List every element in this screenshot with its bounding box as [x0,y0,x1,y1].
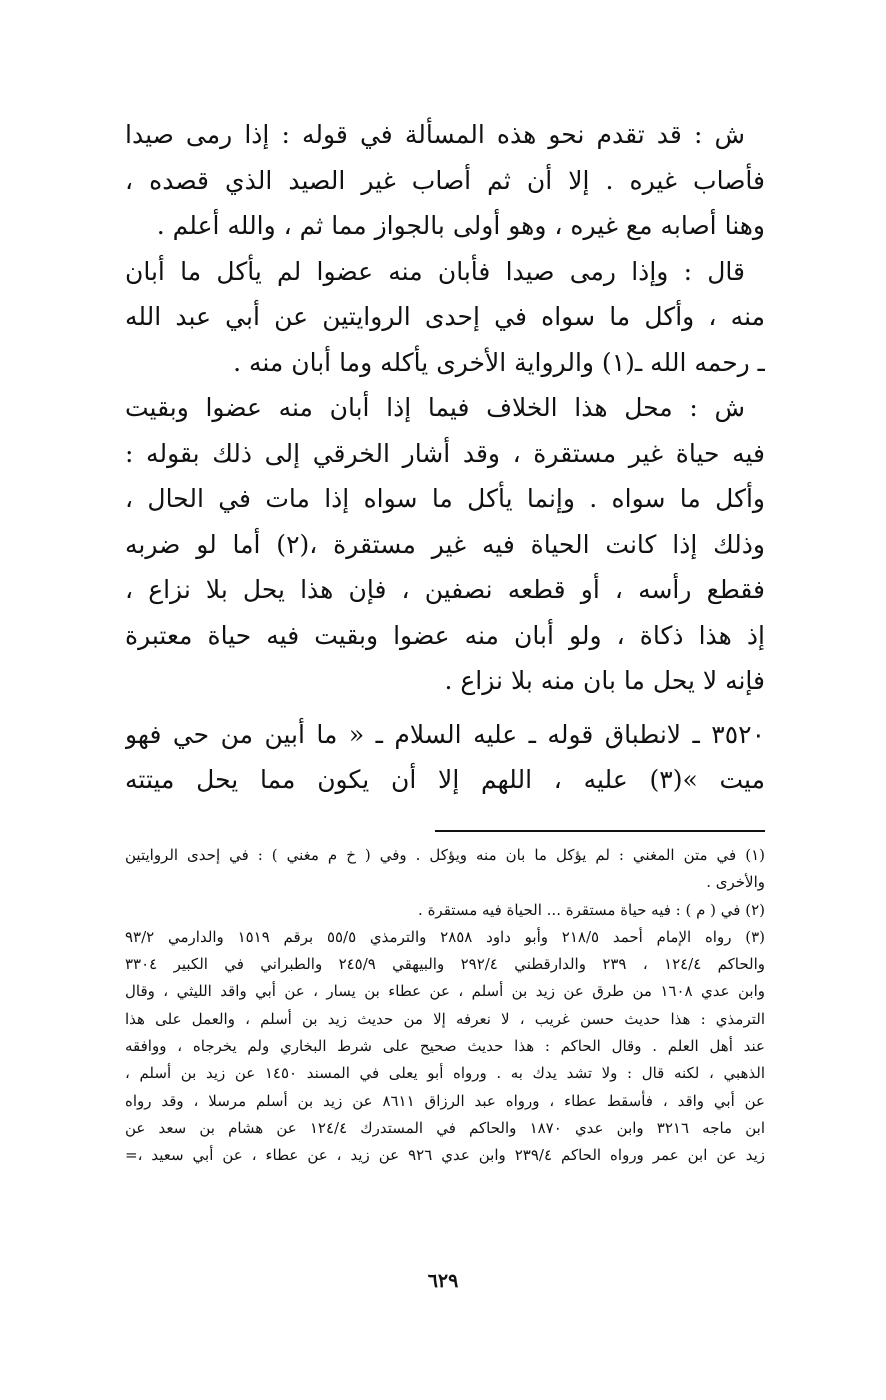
paragraph-1 [125,112,765,249]
text-line: ٣٥٢٠ ـ لانطباق قوله ـ عليه السلام ـ « ما أبين من حي فهو [125,719,765,749]
text-line: فقطع رأسه ، أو قطعه نصفين ، فإن هذا يحل بلا نزاع ، [125,575,765,604]
footnote-line: (١) في متن المغني : لم يؤكل ما بان منه ويؤكل . وفي ( خ م مغني ) : في إحدى الروايتين [125,846,765,864]
text-line: قال : وإذا رمى صيدا فأبان منه عضوا لم يأكل ما أبان [125,256,745,286]
paragraph-2 [125,249,765,386]
text-line: ش : محل هذا الخلاف فيما إذا أبان منه عضوا وبقيت [125,393,745,422]
text-line: وأكل ما سواه . وإنما يأكل ما سواه إذا مات في الحال ، [125,484,765,513]
text-line: ـ رحمه الله ـ(١) والرواية الأخرى يأكله وما أبان منه . [233,347,765,377]
main-text [125,112,765,803]
page-number: ٦٢٩ [427,1270,459,1292]
footnote-line: عند أهل العلم . وقال الحاكم : هذا حديث صحيح على شرط البخاري ولم يخرجاه ، ووافقه [125,1037,765,1056]
paragraph-3 [125,385,765,704]
footnote-line: وابن عدي ١٦٠٨ من طرق عن زيد بن أسلم ، عن عطاء بن يسار ، عن أبي واقد الليثي ، وقال [125,982,765,1001]
text-line: فإنه لا يحل ما بان منه بلا نزاع . [444,666,765,695]
text-line: ش : قد تقدم نحو هذه المسألة في قوله : إذا رمى صيدا [125,120,745,149]
paragraph-hadith-3520 [125,712,765,803]
text-line: وهنا أصابه مع غيره ، وهو أولى بالجواز مما ثم ، والله أعلم . [156,211,765,240]
text-line: فيه حياة غير مستقرة ، وقد أشار الخرقي إلى ذلك بقوله : [125,438,765,468]
text-line: ميت »(٣) عليه ، اللهم إلا أن يكون مما يحل ميتته [125,765,765,794]
footnotes [125,842,765,1170]
footnote-line: ابن ماجه ٣٢١٦ وابن عدي ١٨٧٠ والحاكم في المستدرك ١٢٤/٤ عن هشام بن سعد عن [125,1118,765,1137]
footnote-line: (٣) رواه الإمام أحمد ٢١٨/٥ وأبو داود ٢٨٥٨ والترمذي ٥٥/٥ برقم ١٥١٩ والدارمي ٩٣/٢ [125,927,765,946]
footnote-line: زيد عن ابن عمر ورواه الحاكم ٢٣٩/٤ وابن عدي ٩٢٦ عن زيد ، عن عطاء ، عن أبي سعيد ،= [125,1146,765,1165]
text-line: فأصاب غيره . إلا أن ثم أصاب غير الصيد الذي قصده ، [125,165,765,195]
footnote-line: (٢) في ( م ) : فيه حياة مستقرة ... الحياة فيه مستقرة . [418,900,765,919]
text-line: وذلك إذا كانت الحياة فيه غير مستقرة ،(٢) أما لو ضربه [125,529,765,559]
text-line: إذ هذا ذكاة ، ولو أبان منه عضوا وبقيت فيه حياة معتبرة [125,620,765,650]
footnote-line: عن أبي واقد ، فأسقط عطاء ، ورواه عبد الرزاق ٨٦١١ عن زيد بن أسلم مرسلا ، وقد رواه [125,1091,765,1110]
footnote-divider [435,830,765,832]
footnote-line: والأخرى . [706,873,765,892]
footnote-line: والحاكم ١٢٤/٤ ، ٢٣٩ والدارقطني ٢٩٢/٤ والبيهقي ٢٤٥/٩ والطبراني في الكبير ٣٣٠٤ [125,955,765,974]
text-line: منه ، وأكل ما سواه في إحدى الروايتين عن أبي عبد الله [125,302,765,331]
spacer [125,704,765,712]
footnote-line: الذهبي ، لكنه قال : ولا تشد يدك به . ورواه أبو يعلى في المسند ١٤٥٠ عن زيد بن أسلم ، [125,1064,765,1083]
footnote-line: الترمذي : هذا حديث حسن غريب ، لا نعرفه إلا من حديث زيد بن أسلم ، والعمل على هذا [125,1009,765,1028]
